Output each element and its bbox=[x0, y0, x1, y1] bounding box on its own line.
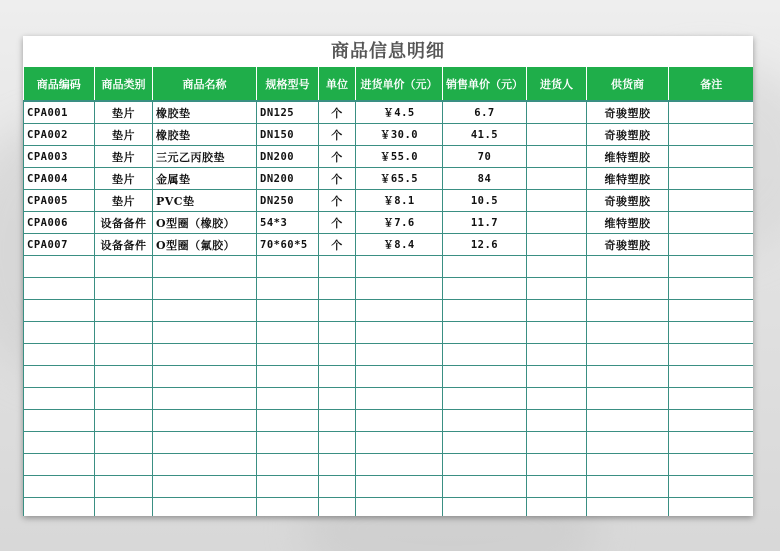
cell-name[interactable] bbox=[153, 432, 257, 454]
cell-sale-price[interactable] bbox=[443, 410, 527, 432]
cell-spec[interactable]: 54*3 bbox=[257, 212, 319, 234]
cell-purchaser[interactable] bbox=[527, 344, 587, 366]
cell-remark[interactable] bbox=[669, 388, 754, 410]
cell-sale-price[interactable]: 41.5 bbox=[443, 124, 527, 146]
cell-sale-price[interactable]: 11.7 bbox=[443, 212, 527, 234]
cell-purchaser[interactable] bbox=[527, 410, 587, 432]
cell-name[interactable]: 金属垫 bbox=[153, 168, 257, 190]
cell-category[interactable]: 设备备件 bbox=[95, 212, 153, 234]
cell-category[interactable]: 垫片 bbox=[95, 168, 153, 190]
cell-name[interactable] bbox=[153, 256, 257, 278]
cell-purchase-price[interactable]: ￥8.4 bbox=[356, 234, 443, 256]
cell-category[interactable] bbox=[95, 454, 153, 476]
cell-purchaser[interactable] bbox=[527, 366, 587, 388]
cell-code[interactable] bbox=[24, 454, 95, 476]
cell-sale-price[interactable] bbox=[443, 388, 527, 410]
cell-code[interactable] bbox=[24, 278, 95, 300]
cell-purchaser[interactable] bbox=[527, 476, 587, 498]
table-row bbox=[24, 410, 754, 432]
cell-remark[interactable] bbox=[669, 168, 754, 190]
cell-purchase-price[interactable] bbox=[356, 476, 443, 498]
cell-supplier[interactable]: 奇骏塑胶 bbox=[587, 101, 669, 124]
cell-category[interactable] bbox=[95, 388, 153, 410]
cell-remark[interactable] bbox=[669, 410, 754, 432]
cell-purchaser[interactable] bbox=[527, 454, 587, 476]
cell-supplier[interactable] bbox=[587, 344, 669, 366]
cell-category[interactable] bbox=[95, 256, 153, 278]
cell-purchase-price[interactable]: ￥65.5 bbox=[356, 168, 443, 190]
cell-category[interactable]: 垫片 bbox=[95, 190, 153, 212]
cell-supplier[interactable] bbox=[587, 432, 669, 454]
cell-unit[interactable] bbox=[319, 454, 356, 476]
cell-name[interactable]: 三元乙丙胶垫 bbox=[153, 146, 257, 168]
cell-purchase-price[interactable] bbox=[356, 322, 443, 344]
cell-name[interactable] bbox=[153, 300, 257, 322]
sheet-title: 商品信息明细 bbox=[331, 41, 445, 62]
cell-spec[interactable]: 70*60*5 bbox=[257, 234, 319, 256]
cell-supplier[interactable] bbox=[587, 256, 669, 278]
cell-unit[interactable] bbox=[319, 278, 356, 300]
cell-supplier[interactable] bbox=[587, 322, 669, 344]
cell-name[interactable] bbox=[153, 498, 257, 517]
cell-name[interactable] bbox=[153, 278, 257, 300]
cell-supplier[interactable] bbox=[587, 454, 669, 476]
cell-remark[interactable] bbox=[669, 454, 754, 476]
cell-sale-price[interactable]: 10.5 bbox=[443, 190, 527, 212]
table-row bbox=[24, 476, 754, 498]
cell-purchase-price[interactable]: ￥7.6 bbox=[356, 212, 443, 234]
cell-code[interactable] bbox=[24, 322, 95, 344]
cell-code[interactable] bbox=[24, 410, 95, 432]
cell-name[interactable] bbox=[153, 410, 257, 432]
cell-category[interactable] bbox=[95, 410, 153, 432]
spreadsheet-page bbox=[23, 36, 753, 516]
column-header-spec[interactable]: 规格型号 bbox=[257, 67, 319, 101]
cell-remark[interactable] bbox=[669, 300, 754, 322]
table-row bbox=[24, 101, 754, 124]
cell-category[interactable] bbox=[95, 498, 153, 517]
cell-category[interactable]: 垫片 bbox=[95, 146, 153, 168]
cell-unit[interactable] bbox=[319, 366, 356, 388]
cell-purchaser[interactable] bbox=[527, 124, 587, 146]
table-row bbox=[24, 432, 754, 454]
cell-sale-price[interactable] bbox=[443, 476, 527, 498]
cell-spec[interactable] bbox=[257, 322, 319, 344]
cell-purchaser[interactable] bbox=[527, 432, 587, 454]
cell-code[interactable]: CPA007 bbox=[24, 234, 95, 256]
column-header-purchaser[interactable]: 进货人 bbox=[527, 67, 587, 101]
cell-name[interactable] bbox=[153, 476, 257, 498]
cell-category[interactable] bbox=[95, 300, 153, 322]
cell-remark[interactable] bbox=[669, 190, 754, 212]
cell-category[interactable] bbox=[95, 322, 153, 344]
cell-purchase-price[interactable] bbox=[356, 256, 443, 278]
cell-purchase-price[interactable] bbox=[356, 388, 443, 410]
cell-code[interactable] bbox=[24, 432, 95, 454]
cell-unit[interactable] bbox=[319, 410, 356, 432]
column-header-sale-price[interactable]: 销售单价（元） bbox=[443, 67, 527, 101]
column-header-code[interactable]: 商品编码 bbox=[24, 67, 95, 101]
cell-supplier[interactable] bbox=[587, 498, 669, 517]
cell-name[interactable] bbox=[153, 344, 257, 366]
cell-supplier[interactable] bbox=[587, 410, 669, 432]
cell-unit[interactable] bbox=[319, 300, 356, 322]
cell-purchase-price[interactable] bbox=[356, 300, 443, 322]
column-header-purchase-price[interactable]: 进货单价（元） bbox=[356, 67, 443, 101]
cell-sale-price[interactable] bbox=[443, 498, 527, 517]
cell-spec[interactable]: DN200 bbox=[257, 168, 319, 190]
cell-purchase-price[interactable]: ￥30.0 bbox=[356, 124, 443, 146]
cell-purchaser[interactable] bbox=[527, 300, 587, 322]
cell-supplier[interactable]: 维特塑胶 bbox=[587, 212, 669, 234]
cell-remark[interactable] bbox=[669, 256, 754, 278]
cell-code[interactable] bbox=[24, 300, 95, 322]
cell-remark[interactable] bbox=[669, 212, 754, 234]
cell-code[interactable]: CPA005 bbox=[24, 190, 95, 212]
cell-sale-price[interactable]: 6.7 bbox=[443, 101, 527, 124]
cell-purchaser[interactable] bbox=[527, 498, 587, 517]
cell-supplier[interactable] bbox=[587, 278, 669, 300]
cell-purchase-price[interactable] bbox=[356, 278, 443, 300]
cell-spec[interactable]: DN150 bbox=[257, 124, 319, 146]
table-row bbox=[24, 344, 754, 366]
cell-sale-price[interactable] bbox=[443, 300, 527, 322]
cell-purchaser[interactable] bbox=[527, 322, 587, 344]
column-header-remark[interactable]: 备注 bbox=[669, 67, 754, 101]
cell-spec[interactable]: DN125 bbox=[257, 101, 319, 124]
cell-spec[interactable] bbox=[257, 498, 319, 517]
table-row bbox=[24, 146, 754, 168]
cell-category[interactable]: 设备备件 bbox=[95, 234, 153, 256]
table-row bbox=[24, 278, 754, 300]
cell-code[interactable]: CPA003 bbox=[24, 146, 95, 168]
cell-purchaser[interactable] bbox=[527, 388, 587, 410]
cell-remark[interactable] bbox=[669, 498, 754, 517]
cell-sale-price[interactable]: 84 bbox=[443, 168, 527, 190]
cell-code[interactable] bbox=[24, 366, 95, 388]
cell-unit[interactable]: 个 bbox=[319, 146, 356, 168]
cell-spec[interactable] bbox=[257, 366, 319, 388]
cell-supplier[interactable]: 奇骏塑胶 bbox=[587, 234, 669, 256]
cell-supplier[interactable] bbox=[587, 366, 669, 388]
table-row bbox=[24, 366, 754, 388]
cell-unit[interactable]: 个 bbox=[319, 234, 356, 256]
cell-category[interactable] bbox=[95, 432, 153, 454]
cell-code[interactable] bbox=[24, 256, 95, 278]
cell-remark[interactable] bbox=[669, 278, 754, 300]
cell-purchaser[interactable] bbox=[527, 101, 587, 124]
cell-category[interactable] bbox=[95, 366, 153, 388]
cell-spec[interactable] bbox=[257, 454, 319, 476]
cell-sale-price[interactable] bbox=[443, 366, 527, 388]
cell-category[interactable] bbox=[95, 476, 153, 498]
cell-unit[interactable] bbox=[319, 322, 356, 344]
cell-sale-price[interactable] bbox=[443, 344, 527, 366]
table-row bbox=[24, 168, 754, 190]
cell-supplier[interactable] bbox=[587, 388, 669, 410]
cell-sale-price[interactable] bbox=[443, 256, 527, 278]
cell-purchase-price[interactable] bbox=[356, 366, 443, 388]
cell-supplier[interactable]: 维特塑胶 bbox=[587, 168, 669, 190]
cell-code[interactable] bbox=[24, 498, 95, 517]
cell-remark[interactable] bbox=[669, 322, 754, 344]
cell-remark[interactable] bbox=[669, 124, 754, 146]
cell-code[interactable] bbox=[24, 388, 95, 410]
cell-unit[interactable]: 个 bbox=[319, 190, 356, 212]
table-row bbox=[24, 256, 754, 278]
cell-spec[interactable]: DN200 bbox=[257, 146, 319, 168]
cell-purchaser[interactable] bbox=[527, 278, 587, 300]
cell-unit[interactable] bbox=[319, 498, 356, 517]
cell-supplier[interactable] bbox=[587, 300, 669, 322]
cell-purchaser[interactable] bbox=[527, 256, 587, 278]
product-table bbox=[23, 67, 753, 516]
cell-code[interactable]: CPA001 bbox=[24, 101, 95, 124]
cell-code[interactable]: CPA004 bbox=[24, 168, 95, 190]
cell-purchase-price[interactable]: ￥8.1 bbox=[356, 190, 443, 212]
table-row bbox=[24, 322, 754, 344]
cell-name[interactable] bbox=[153, 322, 257, 344]
cell-unit[interactable] bbox=[319, 432, 356, 454]
cell-name[interactable]: PVC垫 bbox=[153, 190, 257, 212]
cell-unit[interactable]: 个 bbox=[319, 124, 356, 146]
table-header-row bbox=[24, 67, 754, 101]
cell-remark[interactable] bbox=[669, 234, 754, 256]
cell-purchaser[interactable] bbox=[527, 234, 587, 256]
table-row bbox=[24, 388, 754, 410]
cell-sale-price[interactable] bbox=[443, 454, 527, 476]
cell-unit[interactable]: 个 bbox=[319, 168, 356, 190]
cell-purchase-price[interactable] bbox=[356, 410, 443, 432]
cell-sale-price[interactable] bbox=[443, 278, 527, 300]
cell-code[interactable]: CPA002 bbox=[24, 124, 95, 146]
cell-unit[interactable]: 个 bbox=[319, 101, 356, 124]
cell-name[interactable] bbox=[153, 454, 257, 476]
cell-category[interactable] bbox=[95, 278, 153, 300]
column-header-supplier[interactable]: 供货商 bbox=[587, 67, 669, 101]
cell-unit[interactable] bbox=[319, 256, 356, 278]
cell-supplier[interactable]: 奇骏塑胶 bbox=[587, 124, 669, 146]
cell-supplier[interactable] bbox=[587, 476, 669, 498]
cell-supplier[interactable]: 奇骏塑胶 bbox=[587, 190, 669, 212]
cell-purchaser[interactable] bbox=[527, 168, 587, 190]
cell-category[interactable] bbox=[95, 344, 153, 366]
cell-spec[interactable]: DN250 bbox=[257, 190, 319, 212]
cell-code[interactable] bbox=[24, 476, 95, 498]
cell-unit[interactable] bbox=[319, 344, 356, 366]
cell-code[interactable] bbox=[24, 344, 95, 366]
table-row bbox=[24, 124, 754, 146]
table-row bbox=[24, 498, 754, 517]
cell-purchase-price[interactable] bbox=[356, 432, 443, 454]
cell-sale-price[interactable]: 70 bbox=[443, 146, 527, 168]
cell-spec[interactable] bbox=[257, 432, 319, 454]
table-body bbox=[24, 101, 754, 516]
cell-unit[interactable] bbox=[319, 388, 356, 410]
cell-spec[interactable] bbox=[257, 476, 319, 498]
cell-remark[interactable] bbox=[669, 146, 754, 168]
cell-category[interactable]: 垫片 bbox=[95, 101, 153, 124]
cell-purchaser[interactable] bbox=[527, 190, 587, 212]
cell-remark[interactable] bbox=[669, 476, 754, 498]
cell-purchase-price[interactable] bbox=[356, 498, 443, 517]
cell-purchase-price[interactable] bbox=[356, 344, 443, 366]
cell-purchase-price[interactable]: ￥55.0 bbox=[356, 146, 443, 168]
cell-spec[interactable] bbox=[257, 410, 319, 432]
cell-spec[interactable] bbox=[257, 344, 319, 366]
cell-sale-price[interactable] bbox=[443, 432, 527, 454]
cell-purchase-price[interactable] bbox=[356, 454, 443, 476]
column-header-category[interactable]: 商品类别 bbox=[95, 67, 153, 101]
column-header-unit[interactable]: 单位 bbox=[319, 67, 356, 101]
cell-spec[interactable] bbox=[257, 300, 319, 322]
cell-unit[interactable]: 个 bbox=[319, 212, 356, 234]
table-row bbox=[24, 212, 754, 234]
cell-unit[interactable] bbox=[319, 476, 356, 498]
cell-supplier[interactable]: 维特塑胶 bbox=[587, 146, 669, 168]
cell-remark[interactable] bbox=[669, 432, 754, 454]
cell-purchaser[interactable] bbox=[527, 212, 587, 234]
column-header-name[interactable]: 商品名称 bbox=[153, 67, 257, 101]
cell-name[interactable] bbox=[153, 366, 257, 388]
cell-spec[interactable] bbox=[257, 278, 319, 300]
cell-name[interactable] bbox=[153, 388, 257, 410]
cell-name[interactable]: O型圈（氟胶） bbox=[153, 234, 257, 256]
cell-sale-price[interactable] bbox=[443, 322, 527, 344]
table-row bbox=[24, 300, 754, 322]
cell-category[interactable]: 垫片 bbox=[95, 124, 153, 146]
cell-name[interactable]: 橡胶垫 bbox=[153, 124, 257, 146]
cell-name[interactable]: O型圈（橡胶） bbox=[153, 212, 257, 234]
cell-remark[interactable] bbox=[669, 366, 754, 388]
cell-spec[interactable] bbox=[257, 388, 319, 410]
cell-spec[interactable] bbox=[257, 256, 319, 278]
cell-purchase-price[interactable]: ￥4.5 bbox=[356, 101, 443, 124]
cell-purchaser[interactable] bbox=[527, 146, 587, 168]
cell-code[interactable]: CPA006 bbox=[24, 212, 95, 234]
cell-remark[interactable] bbox=[669, 344, 754, 366]
cell-remark[interactable] bbox=[669, 101, 754, 124]
table-row bbox=[24, 234, 754, 256]
table-row bbox=[24, 190, 754, 212]
cell-name[interactable]: 橡胶垫 bbox=[153, 101, 257, 124]
cell-sale-price[interactable]: 12.6 bbox=[443, 234, 527, 256]
table-row bbox=[24, 454, 754, 476]
